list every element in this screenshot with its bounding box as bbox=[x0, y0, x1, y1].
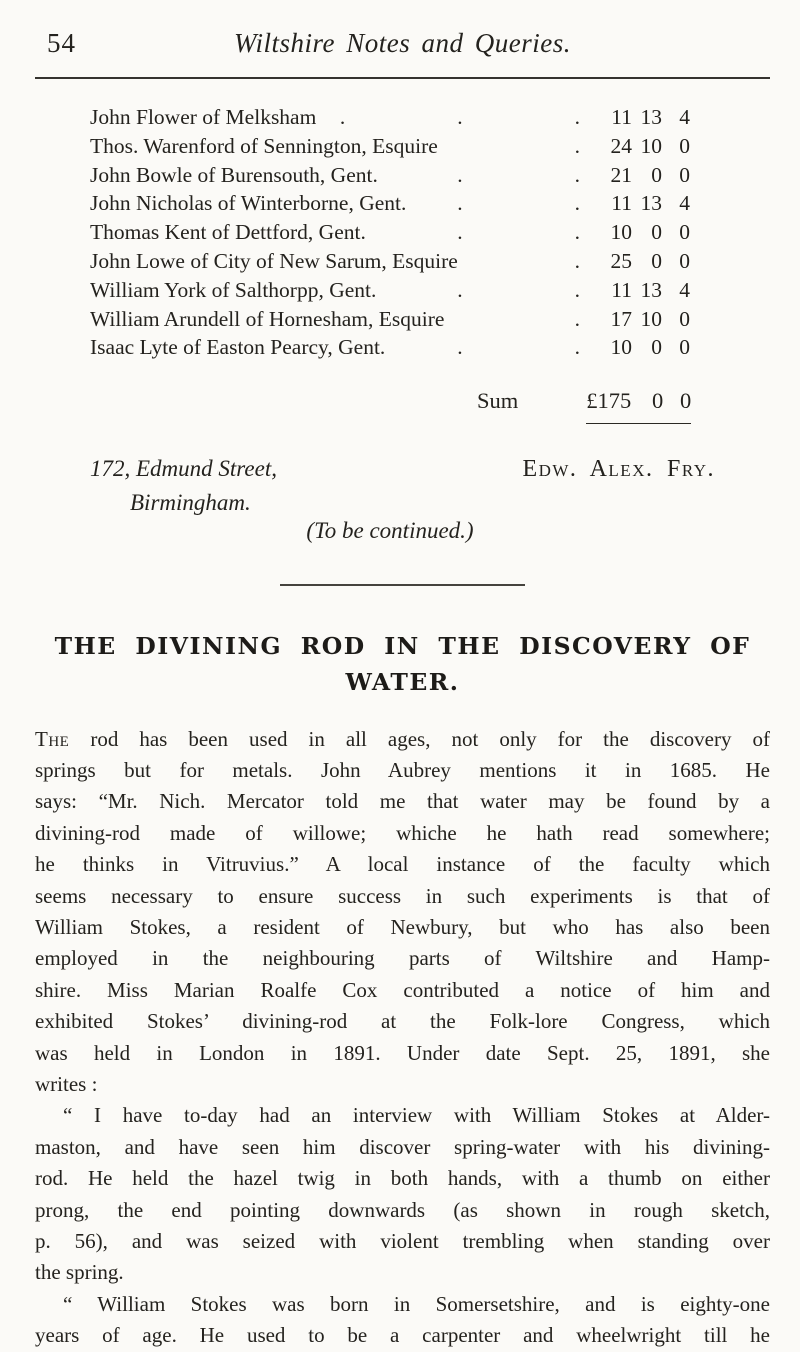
address-line-1: 172, Edmund Street, bbox=[90, 456, 277, 482]
sum-label: Sum bbox=[477, 388, 519, 414]
sum-pence: 0 bbox=[680, 388, 692, 414]
contributor-name: John Lowe of City of New Sarum, Esquire bbox=[90, 248, 458, 273]
author-address bbox=[90, 452, 277, 520]
amount-shillings: 0 bbox=[651, 335, 662, 360]
section-divider bbox=[280, 584, 525, 586]
amount-pence: 4 bbox=[679, 105, 690, 129]
leader-dot: . bbox=[574, 335, 580, 360]
dot-leader bbox=[385, 335, 590, 360]
amount-pence: 0 bbox=[679, 335, 690, 360]
text-line: springs but for metals. John Aubrey mentions it in 1685. He bbox=[35, 758, 770, 783]
dot-leader bbox=[458, 249, 590, 274]
text-line: was held in London in 1891. Under date Sept. 25, 1891, she bbox=[35, 1040, 770, 1065]
header-rule bbox=[35, 77, 770, 79]
leader-dot: . bbox=[574, 162, 580, 187]
leader-dot: . bbox=[574, 248, 580, 273]
amount-shillings: 0 bbox=[651, 248, 662, 273]
sum-pounds: £175 bbox=[586, 388, 632, 414]
amount-pounds: 11 bbox=[611, 105, 632, 129]
table-row bbox=[90, 335, 770, 364]
amount-shillings: 10 bbox=[640, 306, 662, 331]
amount-pounds: 17 bbox=[610, 306, 632, 331]
leader-dot: . bbox=[457, 277, 463, 302]
lead-word: The bbox=[35, 726, 70, 751]
text-line: exhibited Stokes’ divining-rod at the Folk-lore Congress, which bbox=[35, 1009, 770, 1034]
address-line-2: Birmingham. bbox=[130, 490, 251, 516]
text-line: says: “Mr. Nich. Mercator told me that water may be found by a bbox=[35, 789, 770, 814]
table-row bbox=[90, 307, 770, 336]
text-line: years of age. He used to be a carpenter and wheelwright till he bbox=[35, 1323, 770, 1348]
text-line: “ I have to-day had an interview with William Stokes at Alder- bbox=[63, 1103, 770, 1128]
amount-shillings: 13 bbox=[640, 277, 662, 302]
author-name: Edw. Alex. Fry. bbox=[522, 456, 715, 483]
leader-dot: . bbox=[457, 220, 463, 245]
text-line: seems necessary to ensure success in such experiments is that of bbox=[35, 883, 770, 908]
contributor-name: John Flower of Melksham bbox=[90, 105, 317, 129]
article-title bbox=[35, 628, 770, 700]
contributor-name: Thos. Warenford of Sennington, Esquire bbox=[90, 133, 438, 158]
leader-dot: . bbox=[457, 191, 463, 216]
dot-leader bbox=[316, 105, 590, 130]
continuation-note: (To be continued.) bbox=[306, 518, 474, 544]
amount-pence: 0 bbox=[679, 306, 690, 331]
article-paragraph bbox=[35, 724, 770, 1101]
text-line: writes : bbox=[35, 1071, 98, 1096]
article-title-line-2: WATER. bbox=[345, 667, 460, 696]
table-row bbox=[90, 191, 770, 220]
table-row bbox=[90, 105, 770, 134]
page-number: 54 bbox=[47, 28, 76, 58]
text-line: shire. Miss Marian Roalfe Cox contributed a notice of him and bbox=[35, 977, 770, 1002]
amount-pounds: 21 bbox=[610, 162, 632, 187]
table-row bbox=[90, 220, 770, 249]
text-line: maston, and have seen him discover spring-water with his divining- bbox=[35, 1134, 770, 1159]
text-line: the spring. bbox=[35, 1260, 124, 1285]
dot-leader bbox=[378, 163, 590, 188]
leader-dot: . bbox=[574, 220, 580, 245]
dot-leader bbox=[406, 191, 590, 216]
leader-dot: . bbox=[457, 162, 463, 187]
leader-dot: . bbox=[574, 105, 580, 129]
dot-leader bbox=[444, 307, 590, 332]
amount-shillings: 10 bbox=[640, 133, 662, 158]
contribution-table bbox=[90, 105, 770, 364]
leader-dot: . bbox=[574, 306, 580, 331]
amount-pence: 0 bbox=[679, 162, 690, 187]
contributor-name: Thomas Kent of Dettford, Gent. bbox=[90, 220, 366, 245]
amount-pounds: 25 bbox=[610, 248, 632, 273]
amount-shillings: 0 bbox=[651, 162, 662, 187]
amount-shillings: 13 bbox=[640, 191, 662, 216]
amount-pounds: 10 bbox=[610, 335, 632, 360]
amount-pounds: 10 bbox=[610, 220, 632, 245]
amount-pounds: 24 bbox=[610, 133, 632, 158]
table-row bbox=[90, 163, 770, 192]
contributor-name: John Bowle of Burensouth, Gent. bbox=[90, 162, 378, 187]
dot-leader bbox=[366, 220, 590, 245]
running-title: Wiltshire Notes and Queries. bbox=[234, 28, 571, 58]
leader-dot: . bbox=[457, 105, 463, 129]
article-paragraph bbox=[35, 1100, 770, 1288]
amount-pence: 0 bbox=[679, 248, 690, 273]
text-line: rod. He held the hazel twig in both hands, with a thumb on either bbox=[35, 1166, 770, 1191]
amount-pence: 4 bbox=[679, 191, 690, 216]
sum-amount bbox=[586, 388, 691, 424]
signature-block bbox=[90, 452, 715, 520]
article-paragraph bbox=[35, 1289, 770, 1352]
text-line: William Stokes, a resident of Newbury, but who has also been bbox=[35, 915, 770, 940]
text-line: he thinks in Vitruvius.” A local instance of the faculty which bbox=[35, 852, 770, 877]
text-line: p. 56), and was seized with violent trembling when standing over bbox=[35, 1228, 770, 1253]
amount-pence: 0 bbox=[679, 133, 690, 158]
text-line: “ William Stokes was born in Somersetshire, and is eighty-one bbox=[63, 1291, 770, 1316]
page-header bbox=[35, 28, 770, 64]
contributor-name: William Arundell of Hornesham, Esquire bbox=[90, 306, 445, 331]
amount-shillings: 13 bbox=[640, 105, 662, 129]
article-body bbox=[35, 724, 770, 1352]
sum-shillings: 0 bbox=[652, 388, 664, 414]
table-row bbox=[90, 249, 770, 278]
table-row bbox=[90, 134, 770, 163]
amount-pence: 4 bbox=[679, 277, 690, 302]
leader-dot: . bbox=[339, 105, 346, 129]
amount-pounds: 11 bbox=[611, 191, 632, 216]
text-line: employed in the neighbouring parts of Wiltshire and Hamp- bbox=[35, 946, 770, 971]
contributor-name: Isaac Lyte of Easton Pearcy, Gent. bbox=[90, 335, 386, 360]
dot-leader bbox=[376, 278, 590, 303]
amount-shillings: 0 bbox=[651, 220, 662, 245]
leader-dot: . bbox=[457, 335, 463, 360]
contributor-name: John Nicholas of Winterborne, Gent. bbox=[90, 191, 407, 216]
sum-row bbox=[35, 388, 770, 424]
article-title-line-1: THE DIVINING ROD IN THE DISCOVERY OF bbox=[54, 631, 751, 660]
table-row bbox=[90, 278, 770, 307]
contributor-name: William York of Salthorpp, Gent. bbox=[90, 277, 377, 302]
leader-dot: . bbox=[574, 133, 580, 158]
text-line: divining-rod made of willowe; whiche he hath read somewhere; bbox=[35, 820, 770, 845]
amount-pence: 0 bbox=[679, 220, 690, 245]
amount-pounds: 11 bbox=[611, 277, 632, 302]
leader-dot: . bbox=[574, 191, 580, 216]
leader-dot: . bbox=[574, 277, 580, 302]
dot-leader bbox=[438, 134, 590, 159]
text-line: prong, the end pointing downwards (as shown in rough sketch, bbox=[35, 1197, 770, 1222]
text-line: The rod has been used in all ages, not only for the discovery of bbox=[35, 726, 770, 751]
